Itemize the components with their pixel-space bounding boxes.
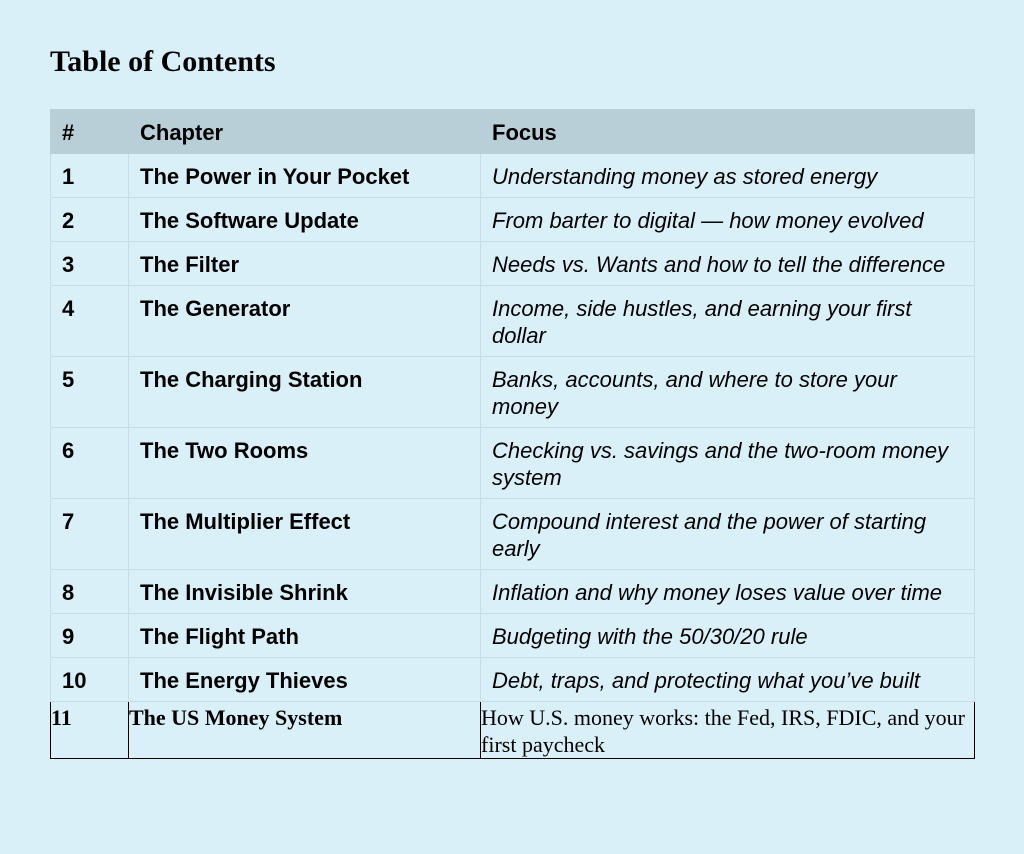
table-row xyxy=(51,428,975,499)
header-num: # xyxy=(51,110,129,154)
chapter-focus: Banks, accounts, and where to store your money xyxy=(481,357,975,428)
chapter-number: 7 xyxy=(51,499,129,570)
table-row xyxy=(51,242,975,286)
table-row xyxy=(51,702,975,759)
header-chapter: Chapter xyxy=(129,110,481,154)
table-row xyxy=(51,614,975,658)
chapter-title: The Energy Thieves xyxy=(129,658,481,702)
chapter-focus: Budgeting with the 50/30/20 rule xyxy=(481,614,975,658)
table-row xyxy=(51,658,975,702)
chapter-title: The US Money System xyxy=(129,702,481,759)
page-title: Table of Contents xyxy=(50,45,276,78)
chapter-number: 4 xyxy=(51,286,129,357)
table-row xyxy=(51,198,975,242)
chapter-title: The Filter xyxy=(129,242,481,286)
chapter-number: 8 xyxy=(51,570,129,614)
table-row xyxy=(51,286,975,357)
chapter-number: 1 xyxy=(51,154,129,198)
chapter-focus: Checking vs. savings and the two-room money system xyxy=(481,428,975,499)
chapter-title: The Invisible Shrink xyxy=(129,570,481,614)
chapter-number: 9 xyxy=(51,614,129,658)
chapter-focus: Income, side hustles, and earning your first dollar xyxy=(481,286,975,357)
chapter-title: The Flight Path xyxy=(129,614,481,658)
chapter-title: The Software Update xyxy=(129,198,481,242)
header-row xyxy=(51,110,975,154)
toc-table xyxy=(50,109,975,759)
chapter-title: The Generator xyxy=(129,286,481,357)
table-row xyxy=(51,154,975,198)
table-body xyxy=(51,154,975,759)
chapter-title: The Power in Your Pocket xyxy=(129,154,481,198)
chapter-title: The Charging Station xyxy=(129,357,481,428)
chapter-focus: Understanding money as stored energy xyxy=(481,154,975,198)
chapter-title: The Multiplier Effect xyxy=(129,499,481,570)
header-focus: Focus xyxy=(481,110,975,154)
chapter-focus: Debt, traps, and protecting what you’ve built xyxy=(481,658,975,702)
chapter-number: 11 xyxy=(51,702,129,759)
chapter-focus: How U.S. money works: the Fed, IRS, FDIC, and your first paycheck xyxy=(481,702,975,759)
chapter-number: 3 xyxy=(51,242,129,286)
chapter-number: 6 xyxy=(51,428,129,499)
chapter-number: 2 xyxy=(51,198,129,242)
chapter-focus: Inflation and why money loses value over time xyxy=(481,570,975,614)
table-row xyxy=(51,357,975,428)
chapter-number: 5 xyxy=(51,357,129,428)
chapter-focus: Needs vs. Wants and how to tell the difference xyxy=(481,242,975,286)
chapter-focus: Compound interest and the power of starting early xyxy=(481,499,975,570)
table-row xyxy=(51,570,975,614)
chapter-number: 10 xyxy=(51,658,129,702)
chapter-focus: From barter to digital — how money evolved xyxy=(481,198,975,242)
chapter-title: The Two Rooms xyxy=(129,428,481,499)
table-row xyxy=(51,499,975,570)
table-header xyxy=(51,110,975,154)
